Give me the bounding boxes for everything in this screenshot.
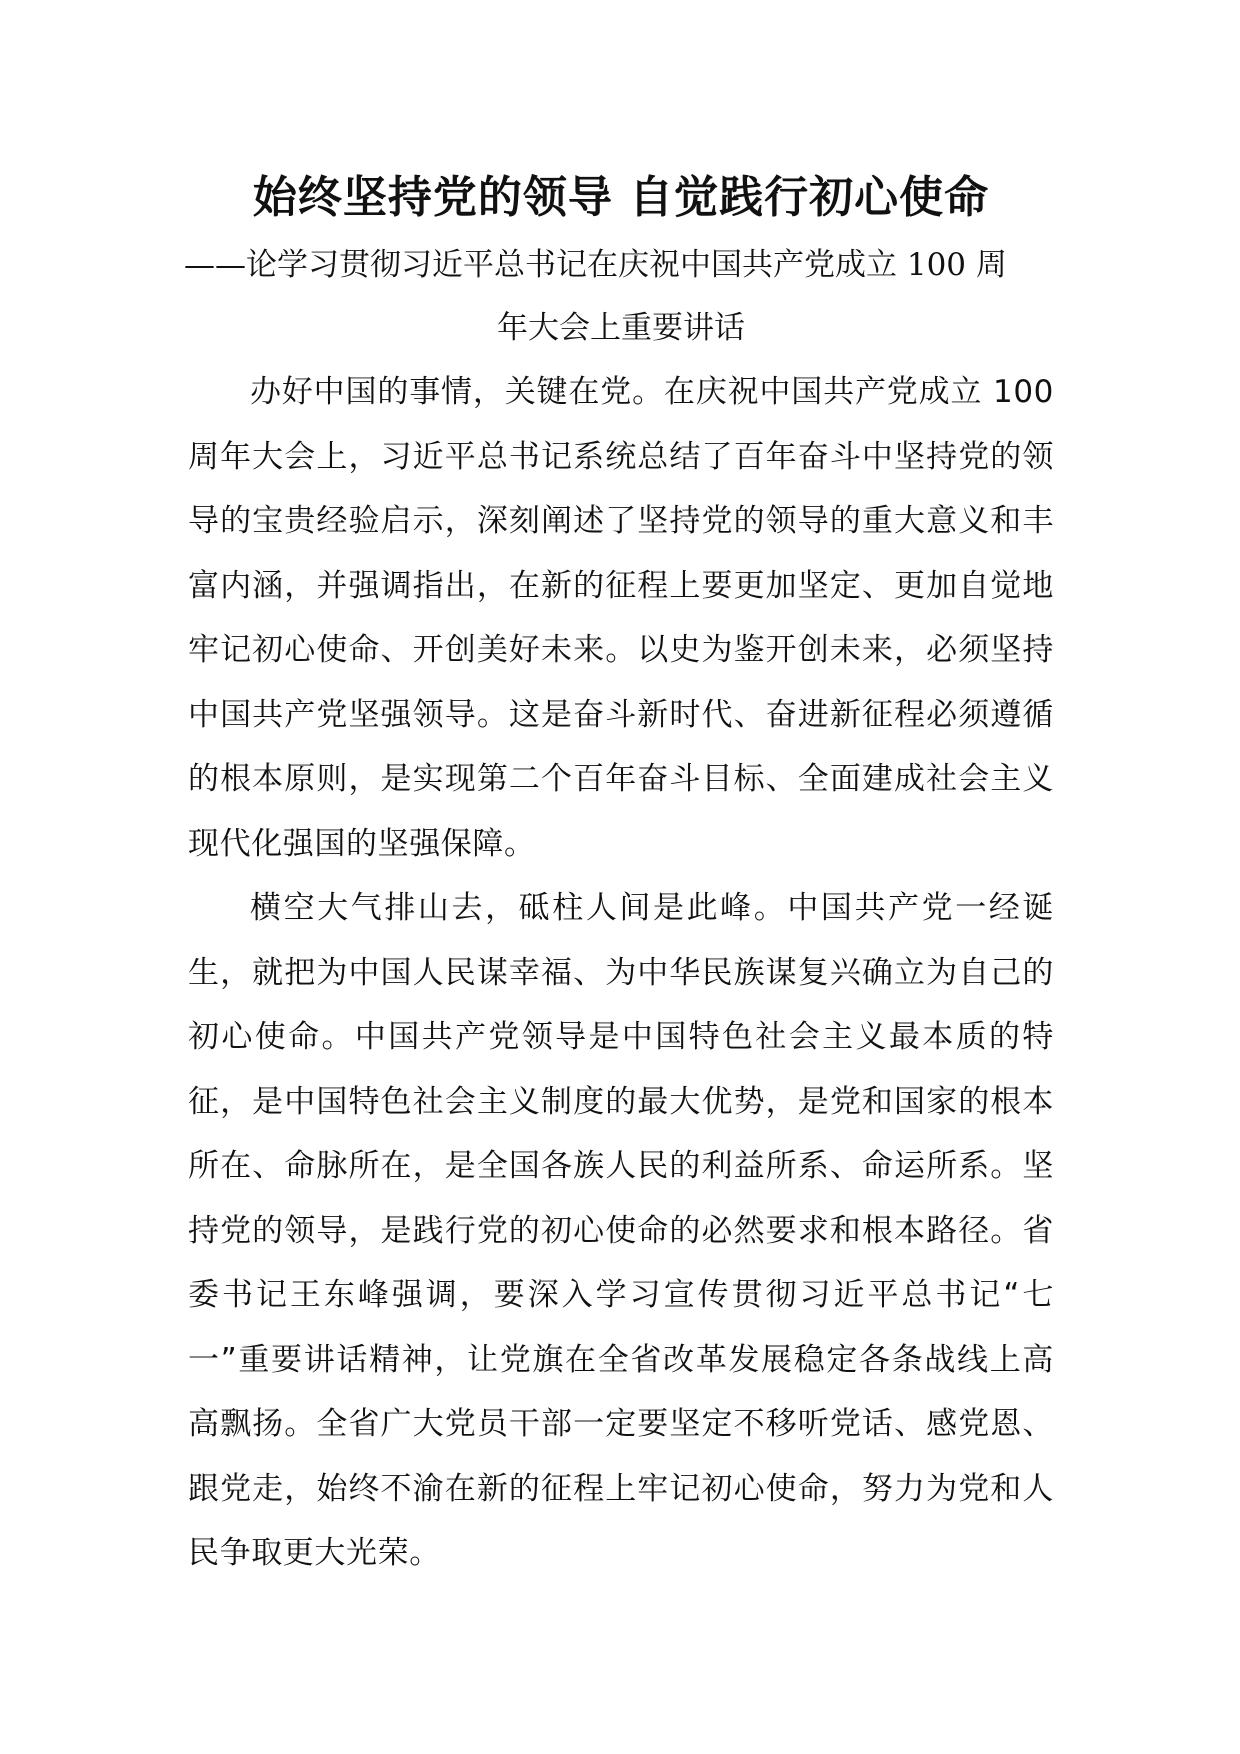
document-title: 始终坚持党的领导 自觉践行初心使命 [252, 172, 990, 223]
body-paragraph: 横空大气排山去，砥柱人间是此峰。中国共产党一经诞生，就把为中国人民谋幸福、为中华民族谋复兴确立为自己的初心使命。中国共产党领导是中国特色社会主义最本质的特征，是中国特色社会主义制度的最大优势，是党和国家的根本所在、命脉所在，是全国各族人民的利益所系、命运所系。坚持党的领导，是践行党的初心使命的必然要求和根本路径。省委书记王东峰强调，要深入学习宣传贯彻习近平总书记“七一”重要讲话精神，让党旗在全省改革发展稳定各条战线上高高飘扬。全省广大党员干部一定要坚定不移听党话、感党恩、跟党走，始终不渝在新的征程上牢记初心使命，努力为党和人民争取更大光荣。 [188, 890, 1054, 1571]
document-body [184, 162, 1054, 1586]
subtitle-line: ——论学习贯彻习近平总书记在庆祝中国共产党成立 100 周 [184, 247, 1007, 283]
body-paragraph: 办好中国的事情，关键在党。在庆祝中国共产党成立 100 周年大会上，习近平总书记系统总结了百年奋斗中坚持党的领导的宝贵经验启示，深刻阐述了坚持党的领导的重大意义和丰富内涵，并强调指出，在新的征程上要更加坚定、更加自觉地牢记初心使命、开创美好未来。以史为鉴开创未来，必须坚持中国共产党坚强领导。这是奋斗新时代、奋进新征程必须遵循的根本原则，是实现第二个百年奋斗目标、全面建成社会主义现代化强国的坚强保障。 [188, 374, 1054, 862]
document-subtitle [184, 234, 1054, 360]
subtitle-line: 年大会上重要讲话 [497, 310, 745, 346]
